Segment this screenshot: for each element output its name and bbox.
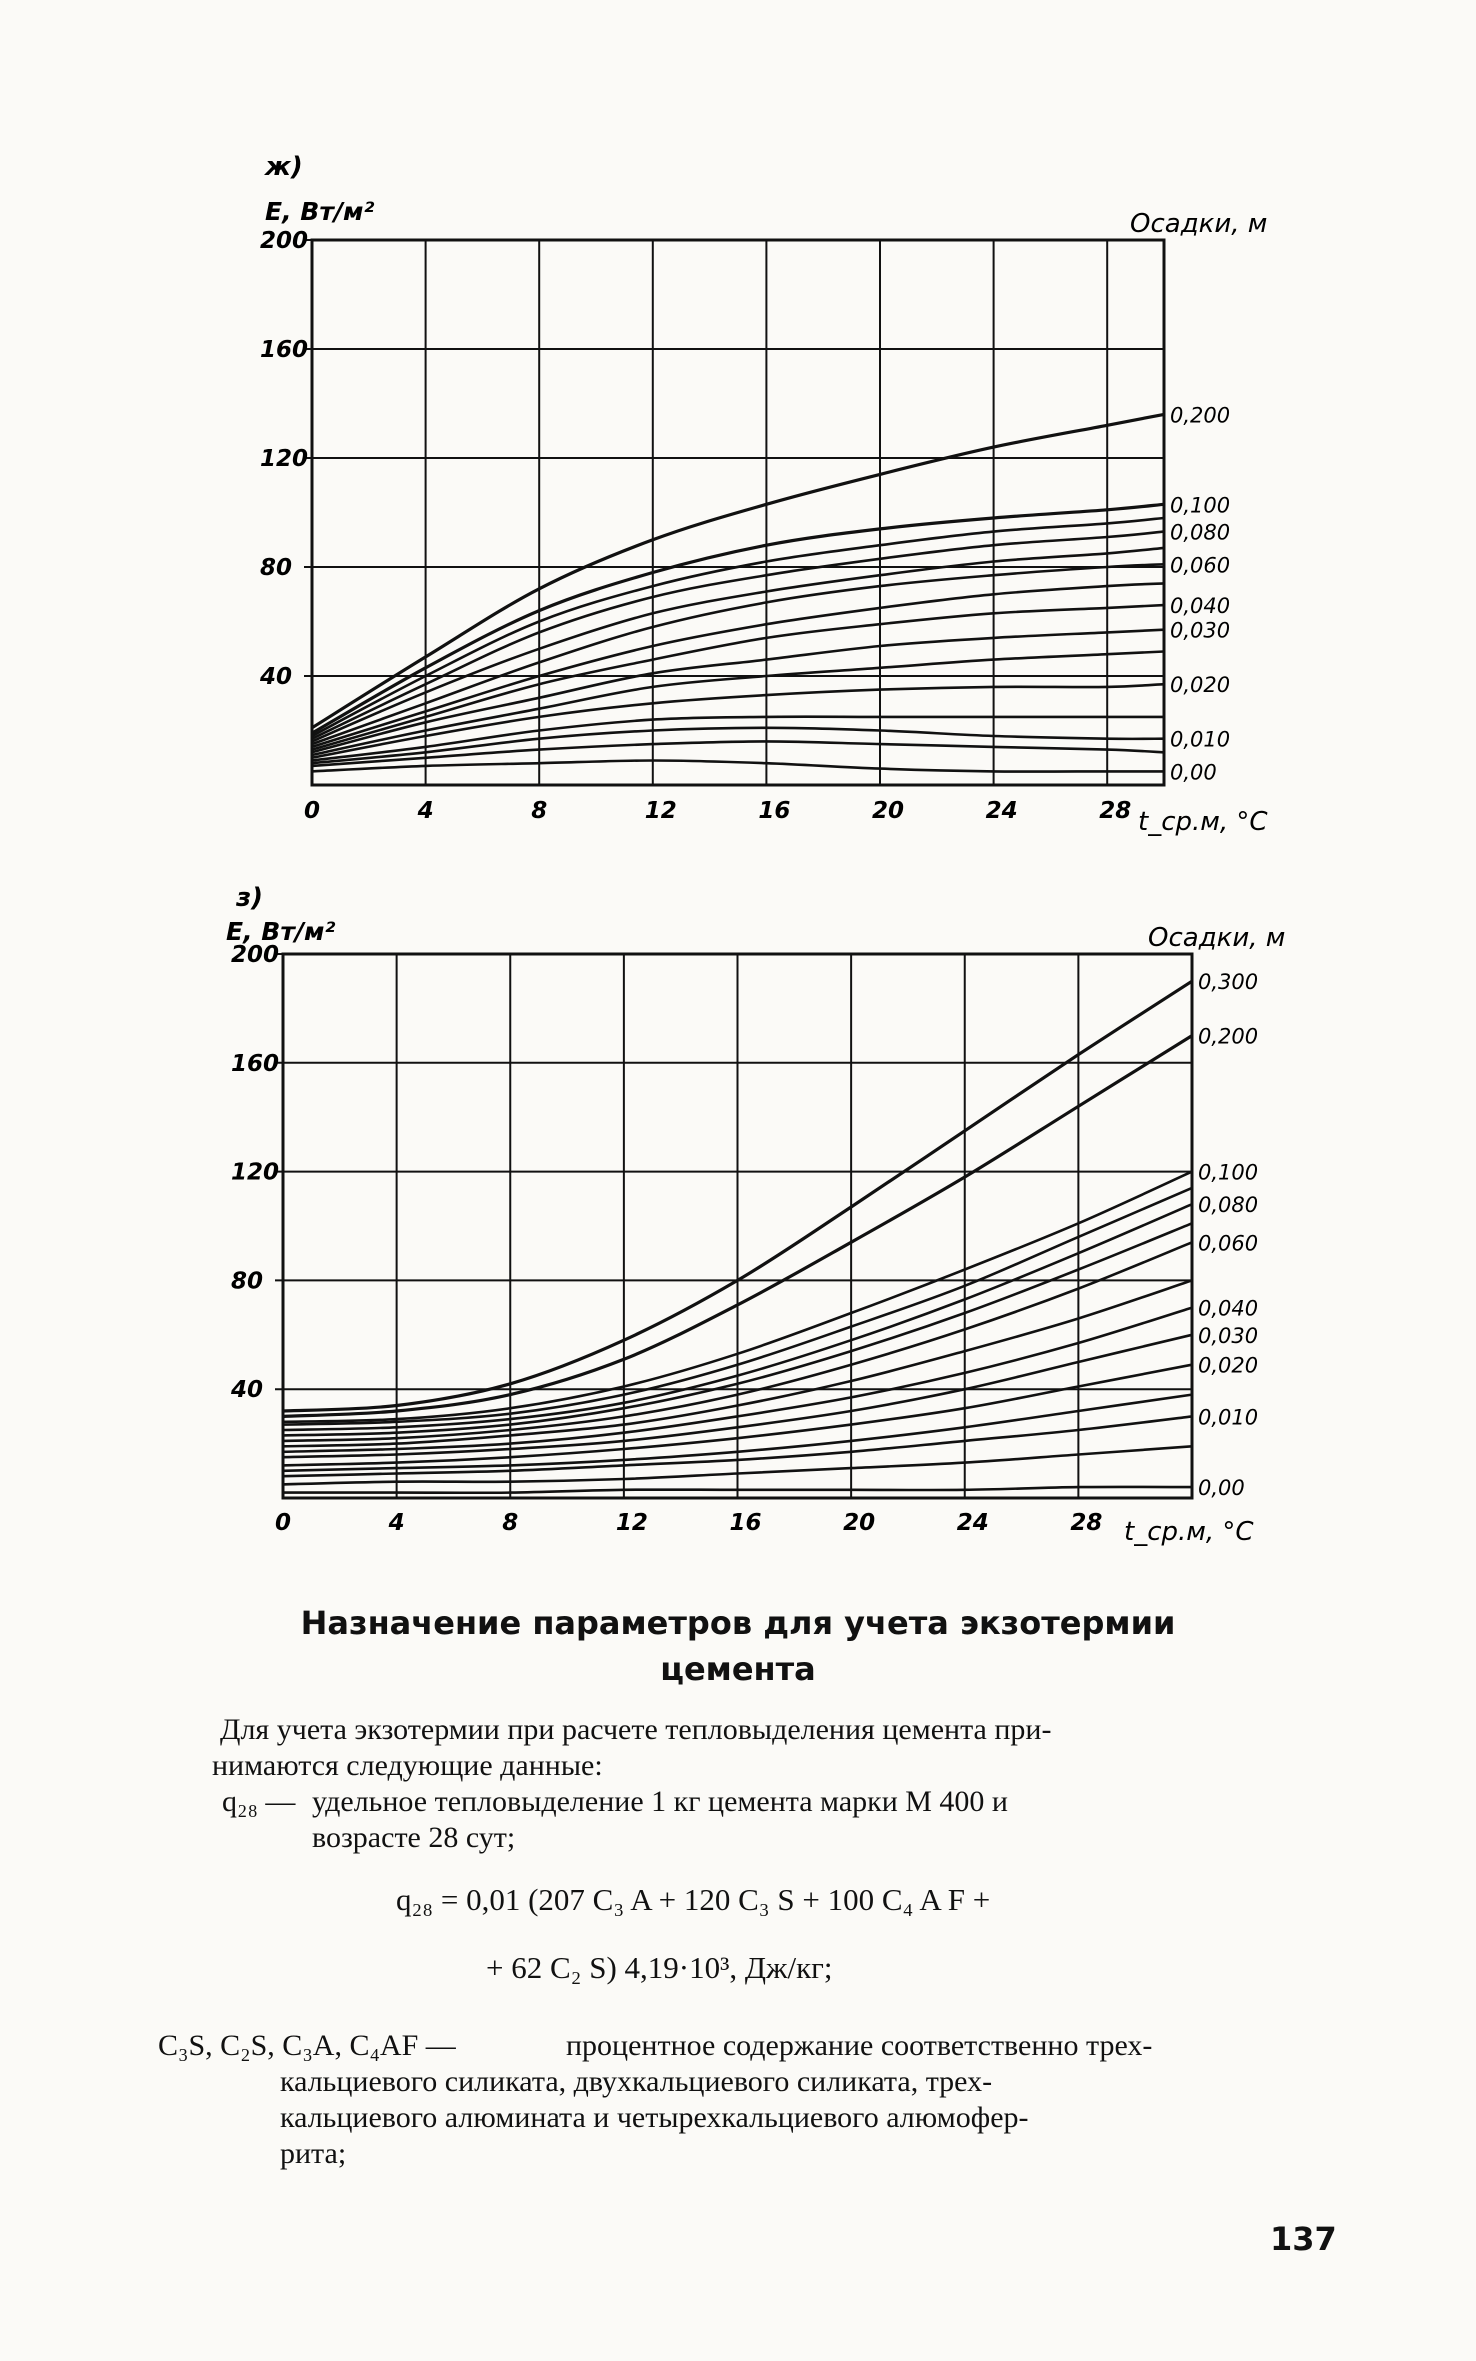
series-label-0,00: 0,00 — [1170, 760, 1217, 785]
x-tick-label: 0 — [304, 798, 321, 824]
series-label-0,030: 0,030 — [1170, 618, 1231, 643]
minerals-text-line-4: рита; — [280, 2137, 347, 2170]
ticks-z — [230, 942, 1102, 1536]
q28-text-line-2: возрасте 28 сут; — [312, 1821, 516, 1854]
intro-paragraph — [212, 1712, 1352, 1784]
page-number: 137 — [1270, 2220, 1337, 2258]
series-label-0,00: 0,00 — [1198, 1476, 1245, 1501]
x-axis-label-z: t_ср.м, °C — [1124, 1517, 1254, 1547]
series-line-0,025 — [312, 652, 1164, 756]
series-label-0,060: 0,060 — [1170, 553, 1231, 578]
x-tick-label: 12 — [644, 798, 677, 824]
series-label-0,020: 0,020 — [1198, 1353, 1259, 1378]
minerals-definition — [158, 2028, 1352, 2178]
series-labels-zh — [1170, 403, 1230, 784]
x-tick-label: 20 — [843, 1510, 876, 1536]
y-tick-label: 120 — [231, 1159, 280, 1186]
minerals-text-line-1: процентное содержание соответственно трех- — [566, 2029, 1153, 2062]
series-label-0,200: 0,200 — [1170, 403, 1231, 428]
y-tick-label: 80 — [260, 555, 293, 581]
minerals-text-line-3: кальциевого алюмината и четырехкальциевого алюмофер- — [280, 2101, 1029, 2134]
x-tick-label: 28 — [1099, 798, 1132, 824]
x-tick-label: 4 — [388, 1510, 405, 1536]
x-tick-label: 28 — [1070, 1510, 1103, 1536]
section-title-line-2: цемента — [660, 1650, 816, 1688]
x-tick-label: 16 — [758, 798, 791, 824]
y-axis-label-z: E, Вт/м² — [226, 917, 336, 946]
x-tick-label: 4 — [417, 798, 434, 824]
series-labels-z — [1198, 970, 1258, 1500]
series-label-0,010: 0,010 — [1198, 1405, 1259, 1430]
x-axis-label-zh: t_ср.м, °C — [1138, 807, 1268, 837]
y-axis-label-zh: E, Вт/м² — [265, 197, 375, 226]
formula-line-1: q₂₈ = 0,01 (207 C₃ A + 120 C₃ S + 100 C₄ A F + — [396, 1882, 991, 1917]
series-label-0,100: 0,100 — [1170, 493, 1231, 518]
intro-line-1: Для учета экзотермии при расчете тепловыделения цемента при- — [220, 1713, 1052, 1746]
y-tick-label: 200 — [231, 942, 280, 968]
series-label-0,200: 0,200 — [1198, 1024, 1259, 1049]
y-tick-label: 160 — [260, 337, 309, 363]
legend-title-z: Осадки, м — [1148, 923, 1286, 953]
q28-term: q₂₈ — — [222, 1785, 296, 1818]
x-tick-label: 20 — [872, 798, 905, 824]
series-label-0,080: 0,080 — [1170, 520, 1231, 545]
y-tick-label: 40 — [231, 1377, 264, 1404]
x-tick-label: 8 — [502, 1510, 519, 1536]
panel-label-z: з) — [236, 883, 263, 913]
series-label-0,020: 0,020 — [1170, 673, 1231, 698]
y-tick-label: 40 — [260, 664, 293, 690]
x-tick-label: 0 — [275, 1510, 292, 1536]
y-tick-label: 80 — [231, 1268, 264, 1295]
panel-label-zh: ж) — [265, 152, 303, 182]
series-label-0,080: 0,080 — [1198, 1193, 1259, 1218]
series-line-0,00 — [312, 761, 1164, 772]
x-tick-label: 8 — [531, 798, 548, 824]
series-label-0,030: 0,030 — [1198, 1323, 1259, 1348]
series-label-0,100: 0,100 — [1198, 1160, 1259, 1185]
intro-line-2: нимаются следующие данные: — [212, 1749, 603, 1782]
y-tick-label: 200 — [260, 228, 309, 254]
chart-zh — [0, 0, 1476, 840]
x-tick-label: 24 — [956, 1510, 989, 1536]
legend-title-zh: Осадки, м — [1130, 209, 1268, 239]
x-tick-label: 24 — [985, 798, 1018, 824]
x-tick-label: 16 — [729, 1510, 762, 1536]
series-label-0,060: 0,060 — [1198, 1231, 1259, 1256]
section-title — [0, 1600, 1476, 1692]
section-title-line-1: Назначение параметров для учета экзотермии — [300, 1604, 1176, 1642]
q28-text-line-1: удельное тепловыделение 1 кг цемента марки М 400 и — [312, 1785, 1008, 1818]
series-label-0,040: 0,040 — [1170, 594, 1231, 619]
formula-line-2: + 62 C₂ S) 4,19·10³, Дж/кг; — [486, 1950, 833, 1985]
y-tick-label: 120 — [260, 446, 309, 472]
chart-z — [0, 840, 1476, 1560]
q28-definition — [222, 1784, 1350, 1864]
x-tick-label: 12 — [615, 1510, 648, 1536]
series-label-0,040: 0,040 — [1198, 1296, 1259, 1321]
y-tick-label: 160 — [231, 1050, 280, 1077]
minerals-text-line-2: кальциевого силиката, двухкальциевого силиката, трех- — [280, 2065, 993, 2098]
series-line-0,015 — [312, 717, 1164, 761]
minerals-term: C₃S, C₂S, C₃A, C₄AF — — [158, 2029, 456, 2062]
series-label-0,300: 0,300 — [1198, 970, 1259, 995]
series-label-0,010: 0,010 — [1170, 727, 1231, 752]
series-group-zh — [312, 414, 1164, 771]
